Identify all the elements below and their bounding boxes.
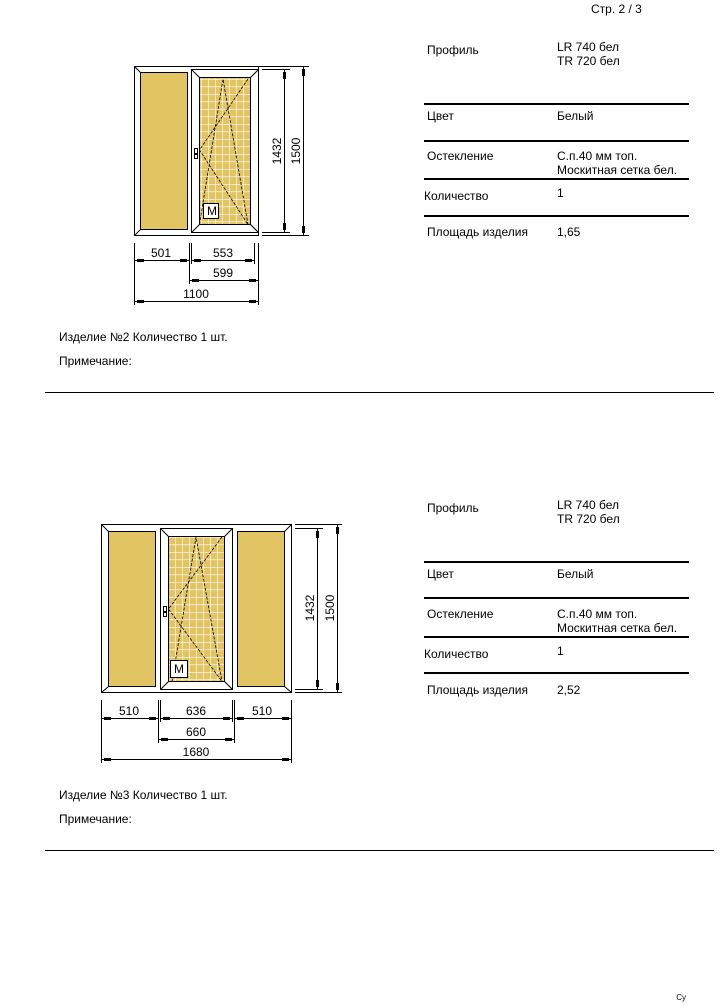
note-label: Примечание: — [59, 354, 132, 368]
item-caption: Изделие №3 Количество 1 шт. — [59, 788, 228, 802]
dim-inner-height-3: 1432 — [303, 594, 317, 622]
dim-width-left-3: 510 — [118, 704, 140, 718]
divider — [424, 103, 689, 105]
divider — [424, 672, 689, 674]
dim-total-height: 1500 — [289, 137, 303, 165]
handle-icon-3 — [164, 607, 167, 617]
dim-sash-overall-3: 660 — [185, 725, 207, 739]
dim-total-height-3: 1500 — [323, 594, 337, 622]
fixed-glass-pane-right — [238, 532, 285, 687]
dim-total-width: 1100 — [183, 287, 209, 301]
fixed-glass-pane — [141, 73, 188, 230]
fixed-glass-pane-left — [109, 532, 156, 687]
dim-width-sash-3: 636 — [185, 704, 207, 718]
item-caption: Изделие №2 Количество 1 шт. — [59, 330, 228, 344]
page-number: Стр. 2 / 3 — [591, 2, 642, 16]
section-divider — [45, 850, 714, 851]
window-frame — [135, 67, 263, 236]
divider — [424, 561, 689, 563]
mesh-badge-label-3: M — [174, 662, 184, 676]
dim-width-sash: 553 — [212, 246, 234, 260]
dim-width-left: 501 — [150, 246, 172, 260]
handle-icon — [195, 149, 198, 159]
window-frame-3 — [102, 525, 292, 693]
dim-width-right-3: 510 — [251, 704, 273, 718]
dim-sash-overall: 599 — [212, 266, 234, 280]
section-divider — [45, 392, 714, 393]
divider — [424, 636, 689, 638]
note-label: Примечание: — [59, 812, 132, 826]
divider — [424, 597, 689, 599]
dim-inner-height: 1432 — [270, 137, 284, 165]
mesh-badge-label: M — [207, 204, 217, 218]
corner-mark: Cy — [676, 993, 686, 1002]
dim-total-width-3: 1680 — [182, 745, 210, 759]
mosquito-mesh-glass-3 — [169, 537, 225, 682]
mosquito-mesh-glass — [200, 78, 251, 225]
divider — [424, 178, 689, 180]
divider — [424, 140, 689, 142]
divider — [424, 215, 689, 217]
